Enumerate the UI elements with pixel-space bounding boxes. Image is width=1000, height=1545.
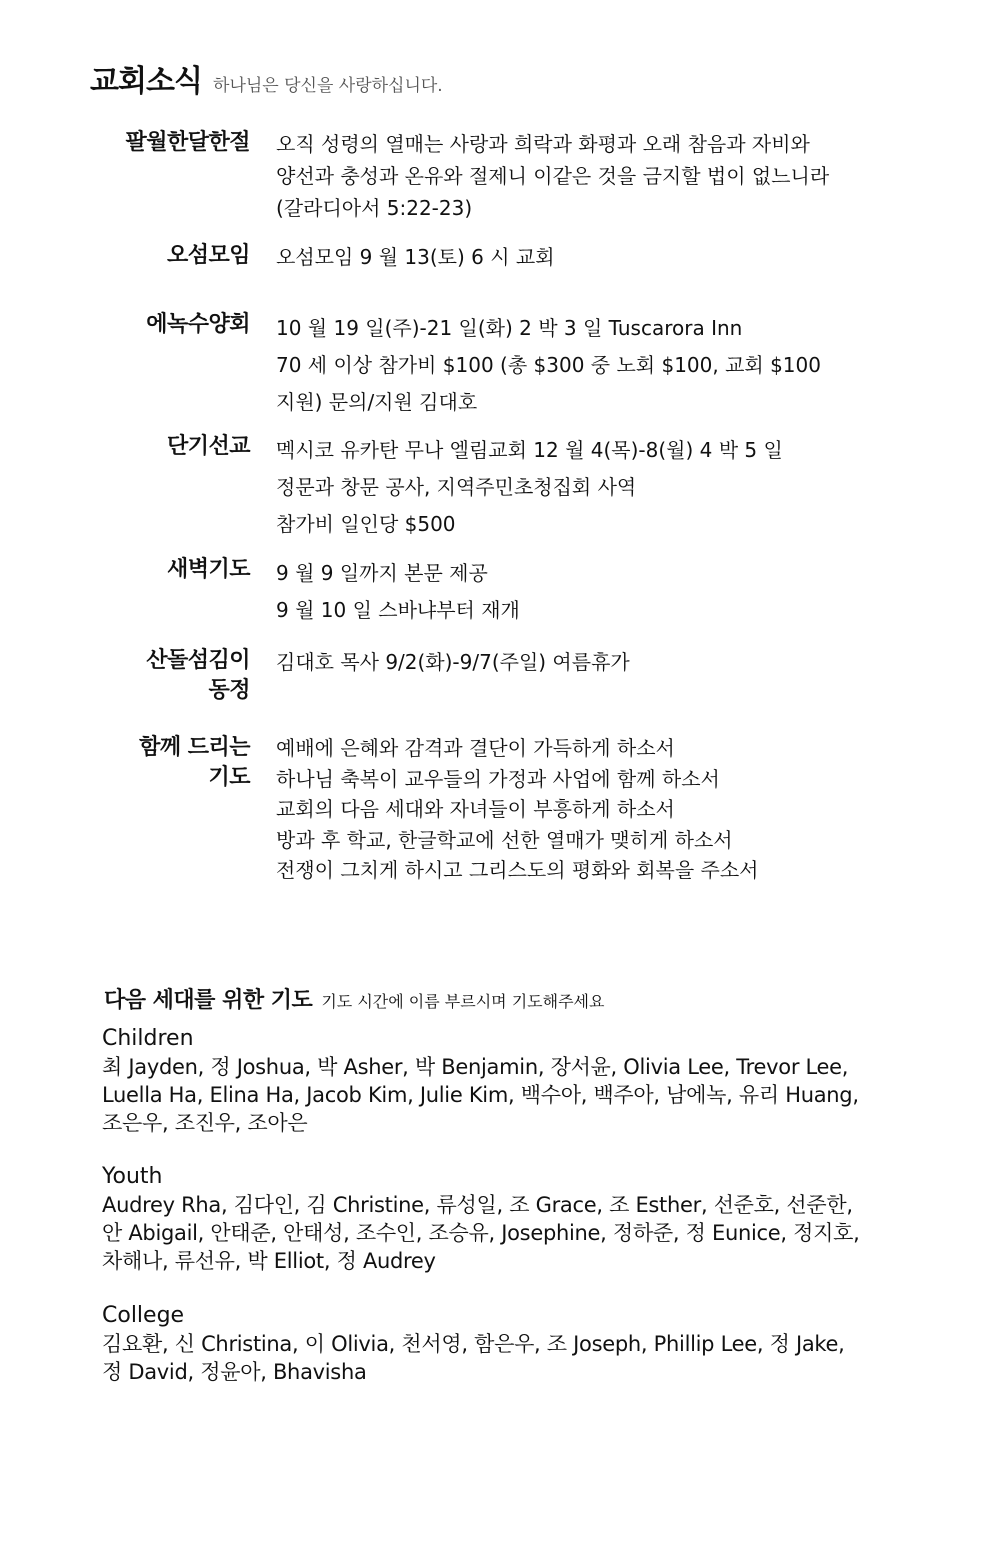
- section-body: 9 월 9 일까지 본문 제공 9 월 10 일 스바냐부터 재개: [276, 561, 520, 622]
- section-label: 팔월한달한절: [125, 130, 250, 155]
- name-line: 김요환, 신 Christina, 이 Olivia, 천서영, 함은우, 조 Joseph, Phillip Lee, 정 Jake,: [102, 1332, 845, 1356]
- section-body: 멕시코 유카탄 무나 엘림교회 12 월 4(목)-8(월) 4 박 5 일 정문과 창문 공사, 지역주민초청집회 사역 참가비 일인당 $500: [276, 438, 783, 536]
- section-label: 단기선교: [166, 434, 250, 459]
- section-label: 오섬모임: [166, 243, 250, 268]
- page-header: [90, 56, 443, 100]
- page-title: 교회소식: [90, 64, 202, 99]
- group-title: Youth: [102, 1164, 163, 1189]
- name-line: 안 Abigail, 안태준, 안태성, 조수인, 조승유, Josephine, 정하준, 정 Eunice, 정지호,: [102, 1221, 860, 1245]
- prayer-group-college: [102, 1302, 922, 1386]
- section-body: 오섬모임 9 월 13(토) 6 시 교회: [276, 245, 555, 269]
- name-line: Luella Ha, Elina Ha, Jacob Kim, Julie Kim, 백수아, 백주아, 남에녹, 유리 Huang,: [102, 1083, 859, 1107]
- group-title: Children: [102, 1026, 194, 1051]
- section-label: 함께 드리는 기도: [139, 735, 250, 790]
- group-title: College: [102, 1303, 185, 1328]
- name-line: 조은우, 조진우, 조아은: [102, 1111, 308, 1135]
- section-body: 예배에 은혜와 감격과 결단이 가득하게 하소서 하나님 축복이 교우들의 가정과 사업에 함께 하소서 교회의 다음 세대와 자녀들이 부흥하게 하소서 방과 후 학교, 한글학교에 선한 열매가 맺히게 하소서 전쟁이 그치게 하시고 그리스도의 평화와 회복을 주소서: [276, 736, 759, 882]
- page-subtitle: 하나님은 당신을 사랑하십니다.: [213, 76, 443, 96]
- prayer-group-children: [102, 1025, 922, 1137]
- section-label: 에녹수양회: [146, 312, 250, 337]
- section-body: 오직 성령의 열매는 사랑과 희락과 화평과 오래 참음과 자비와 양선과 충성과 온유와 절제니 이같은 것을 금지할 법이 없느니라 (갈라디아서 5:22-23): [276, 132, 830, 220]
- section-body: 10 월 19 일(주)-21 일(화) 2 박 3 일 Tuscarora Inn 70 세 이상 참가비 $100 (총 $300 중 노회 $100, 교회 $100 지원) 문의/지원 김대호: [276, 316, 821, 414]
- name-line: 최 Jayden, 정 Joshua, 박 Asher, 박 Benjamin, 장서윤, Olivia Lee, Trevor Lee,: [102, 1055, 849, 1079]
- prayer-group-youth: [102, 1163, 922, 1275]
- section-label: 새벽기도: [166, 557, 250, 582]
- name-line: 차해나, 류선유, 박 Elliot, 정 Audrey: [102, 1249, 436, 1273]
- prayer-title: 다음 세대를 위한 기도: [104, 988, 313, 1013]
- name-line: Audrey Rha, 김다인, 김 Christine, 류성일, 조 Grace, 조 Esther, 선준호, 선준한,: [102, 1193, 853, 1217]
- prayer-note: 기도 시간에 이름 부르시며 기도해주세요: [321, 992, 605, 1011]
- prayer-heading: [104, 983, 604, 1014]
- section-label: 산돌섬김이 동정: [146, 648, 250, 703]
- section-body: 김대호 목사 9/2(화)-9/7(주일) 여름휴가: [276, 650, 630, 674]
- name-line: 정 David, 정윤아, Bhavisha: [102, 1360, 367, 1384]
